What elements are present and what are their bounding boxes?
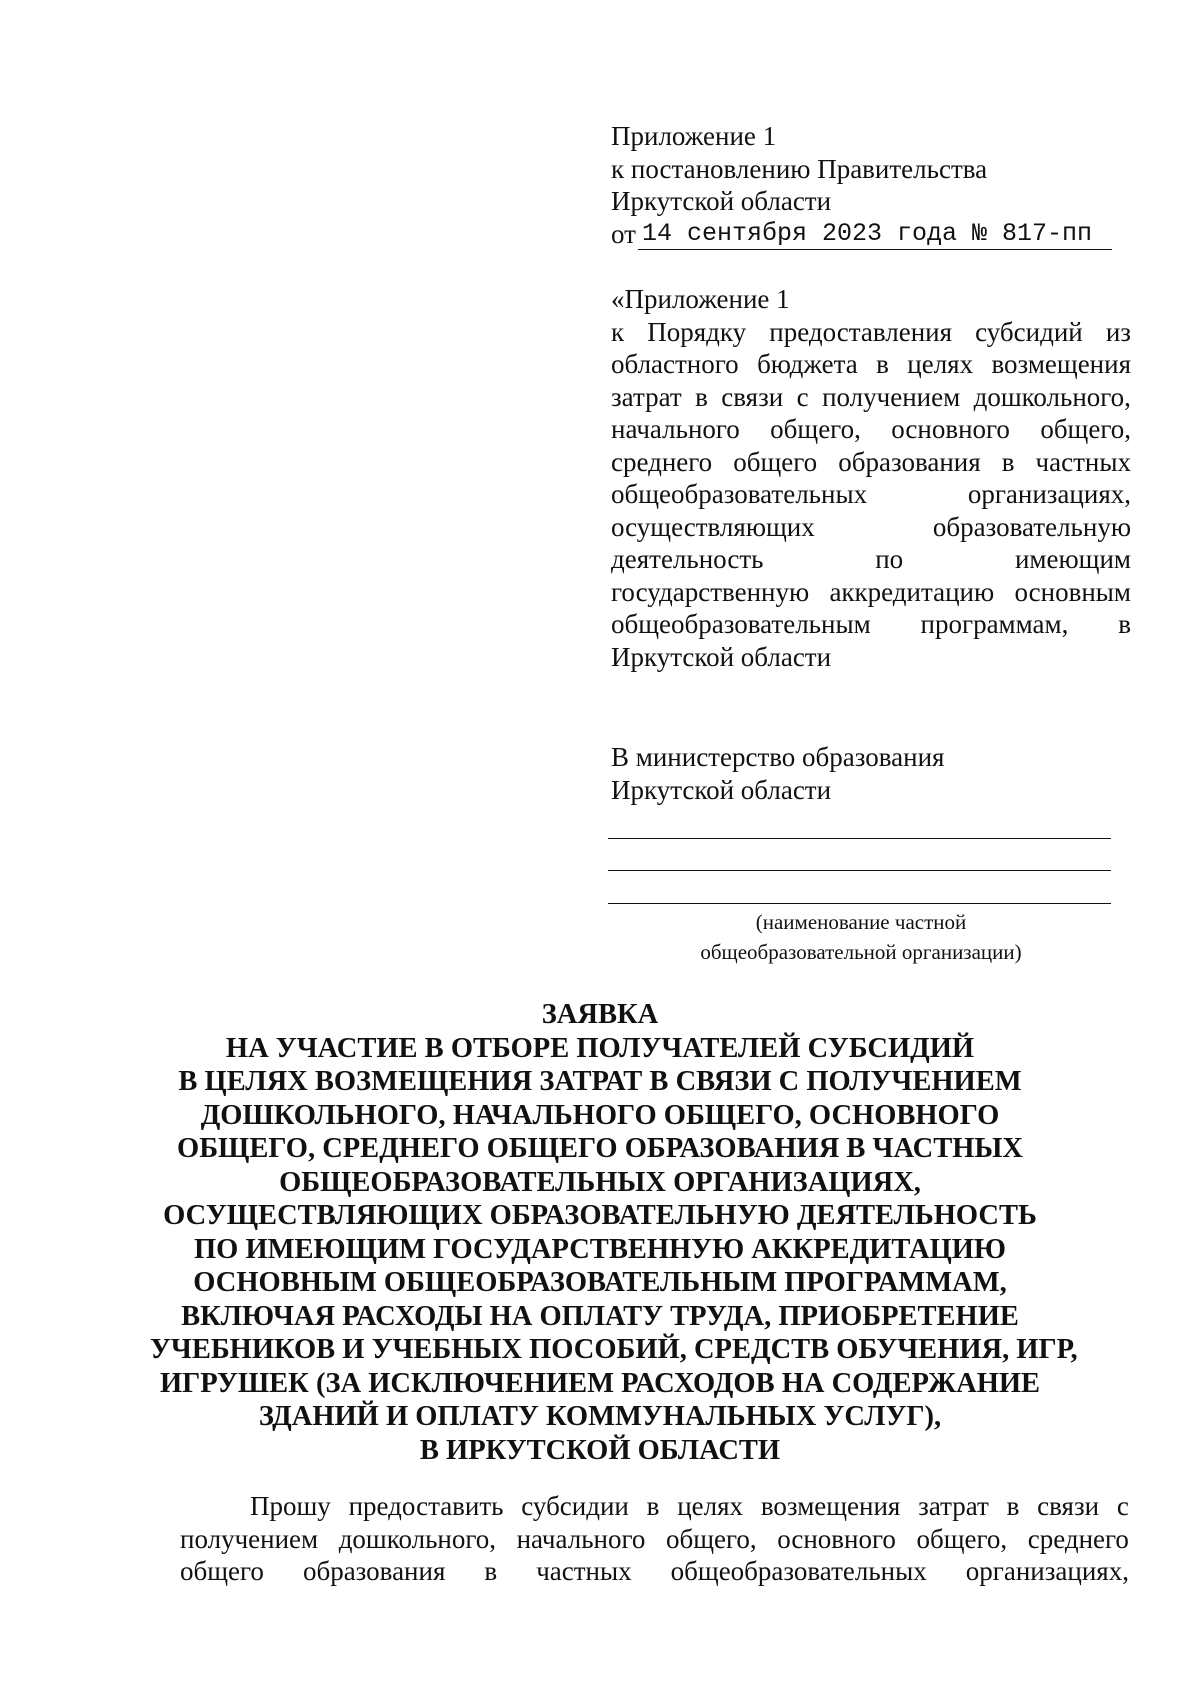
word: связи: [721, 381, 784, 412]
word: по: [875, 544, 904, 574]
word: государственную: [611, 576, 810, 607]
word: в: [1006, 1491, 1020, 1521]
word: получением: [822, 381, 961, 412]
word: в: [1001, 446, 1015, 477]
title-line: УЧЕБНИКОВ И УЧЕБНЫХ ПОСОБИЙ, СРЕДСТВ ОБУЧЕНИЯ, ИГР,: [150, 1334, 1078, 1365]
word: программам,: [920, 609, 1069, 639]
approval-date-line: [611, 218, 1131, 251]
word: затрат: [918, 1491, 989, 1521]
recipient-block: [611, 741, 1131, 806]
word: среднего: [611, 446, 713, 477]
word: основного: [891, 414, 1010, 444]
organization-caption: [611, 907, 1111, 967]
word: организациях,: [965, 1556, 1129, 1586]
word: общего,: [1040, 414, 1131, 444]
word: целях: [677, 1491, 744, 1521]
request-paragraph: [180, 1490, 1129, 1588]
word: общеобразовательным: [611, 609, 871, 639]
word: частных: [1035, 446, 1131, 477]
word: общего: [180, 1556, 264, 1586]
word: образования: [838, 446, 981, 477]
appendix-line-12: Иркутской области: [611, 641, 832, 672]
word: возмещения: [991, 349, 1131, 379]
title-line: В ИРКУТСКОЙ ОБЛАСТИ: [419, 1434, 781, 1466]
word: начального: [516, 1523, 646, 1554]
word: частных: [536, 1556, 632, 1586]
appendix-line-1: «Приложение 1: [611, 284, 790, 314]
word: общеобразовательных: [670, 1556, 927, 1586]
word: Порядку: [647, 316, 747, 347]
request-line-1: [180, 1490, 1129, 1523]
appendix-line-11: [611, 608, 1131, 641]
word: общего,: [665, 1523, 757, 1554]
title-line: ОБЩЕОБРАЗОВАТЕЛЬНЫХ ОРГАНИЗАЦИЯХ,: [279, 1166, 921, 1198]
word: дошкольного,: [338, 1523, 496, 1554]
title-line: ЗДАНИЙ И ОПЛАТУ КОММУНАЛЬНЫХ УСЛУГ),: [258, 1401, 942, 1432]
word: затрат: [611, 381, 682, 412]
word: деятельность: [611, 544, 764, 574]
word: в: [695, 381, 708, 412]
word: с: [796, 381, 809, 412]
organization-blank-line-2: [608, 870, 1111, 871]
word: из: [1105, 316, 1131, 347]
title-line: ОБЩЕГО, СРЕДНЕГО ОБЩЕГО ОБРАЗОВАНИЯ В ЧАСТНЫХ: [177, 1133, 1023, 1164]
appendix-line-8: [611, 511, 1131, 544]
word: образования: [302, 1556, 446, 1586]
title-line: ОСНОВНЫМ ОБЩЕОБРАЗОВАТЕЛЬНЫМ ПРОГРАММАМ,: [193, 1267, 1007, 1298]
recipient-line-1: В министерство образования: [611, 742, 945, 772]
approval-block: [611, 120, 1131, 250]
word: предоставления: [769, 316, 953, 347]
appendix-line-5: [611, 413, 1131, 446]
document-title: [150, 998, 1078, 1467]
title-line: НА УЧАСТИЕ В ОТБОРЕ ПОЛУЧАТЕЛЕЙ СУБСИДИЙ: [225, 1032, 975, 1064]
request-line-3: [180, 1555, 1129, 1588]
title-line: ИГРУШЕК (ЗА ИСКЛЮЧЕНИЕМ РАСХОДОВ НА СОДЕРЖАНИЕ: [159, 1367, 1041, 1399]
organization-caption-line-2: общеобразовательной организации): [700, 940, 1022, 964]
word: субсидий: [975, 316, 1083, 347]
appendix-block: [611, 283, 1131, 673]
word: с: [1116, 1491, 1129, 1521]
word: субсидии: [521, 1491, 629, 1521]
word: общего: [733, 446, 818, 477]
word: начального: [611, 414, 740, 444]
title-line: ВКЛЮЧАЯ РАСХОДЫ НА ОПЛАТУ ТРУДА, ПРИОБРЕТЕНИЕ: [181, 1300, 1019, 1332]
title-line: ДОШКОЛЬНОГО, НАЧАЛЬНОГО ОБЩЕГО, ОСНОВНОГО: [200, 1099, 1000, 1131]
word: предоставить: [348, 1491, 504, 1521]
word: возмещения: [760, 1491, 901, 1521]
word: среднего: [1027, 1523, 1129, 1554]
word: в: [1118, 609, 1131, 639]
title-line: ЗАЯВКА: [541, 999, 659, 1030]
approval-line-2: к постановлению Правительства: [611, 153, 988, 184]
word: общеобразовательных: [611, 479, 868, 509]
word: дошкольного,: [973, 381, 1131, 412]
appendix-line-7: [611, 478, 1131, 511]
organization-blank-line-1: [608, 838, 1111, 839]
approval-ot-label: от: [611, 218, 636, 249]
recipient-line-2: Иркутской области: [611, 774, 832, 805]
word: основным: [1014, 576, 1131, 607]
approval-date-number: 14 сентября 2023 года № 817-пп: [638, 219, 1112, 250]
word: к: [611, 316, 625, 347]
approval-line-3: Иркутской области: [611, 186, 832, 216]
appendix-line-2: [611, 316, 1131, 349]
word: аккредитацию: [829, 576, 995, 607]
word: организациях,: [967, 479, 1131, 509]
appendix-line-9: [611, 543, 1131, 576]
word: в: [484, 1556, 498, 1586]
word: осуществляющих: [611, 511, 815, 542]
word: основного: [777, 1523, 896, 1554]
appendix-line-4: [611, 381, 1131, 414]
request-line-2: [180, 1523, 1129, 1556]
word: связи: [1037, 1491, 1100, 1521]
title-line: ОСУЩЕСТВЛЯЮЩИХ ОБРАЗОВАТЕЛЬНУЮ ДЕЯТЕЛЬНОСТЬ: [163, 1200, 1037, 1231]
word: в: [646, 1491, 660, 1521]
word: общего,: [770, 414, 861, 444]
appendix-line-3: [611, 348, 1131, 381]
organization-blank-line-3: [608, 903, 1111, 904]
word: получением: [180, 1523, 319, 1554]
title-line: В ЦЕЛЯХ ВОЗМЕЩЕНИЯ ЗАТРАТ В СВЯЗИ С ПОЛУЧЕНИЕМ: [178, 1066, 1022, 1097]
appendix-line-10: [611, 576, 1131, 609]
title-line: ПО ИМЕЮЩИМ ГОСУДАРСТВЕННУЮ АККРЕДИТАЦИЮ: [193, 1233, 1007, 1265]
word: общего,: [916, 1523, 1008, 1554]
word: в: [876, 349, 889, 379]
word: областного: [611, 349, 739, 379]
organization-caption-line-1: (наименование частной: [755, 910, 967, 934]
appendix-line-6: [611, 446, 1131, 479]
approval-line-1: Приложение 1: [611, 121, 777, 151]
word: образовательную: [932, 511, 1131, 542]
word: целях: [907, 349, 974, 379]
word: имеющим: [1014, 544, 1131, 574]
word: бюджета: [757, 349, 858, 379]
word: Прошу: [250, 1491, 331, 1521]
